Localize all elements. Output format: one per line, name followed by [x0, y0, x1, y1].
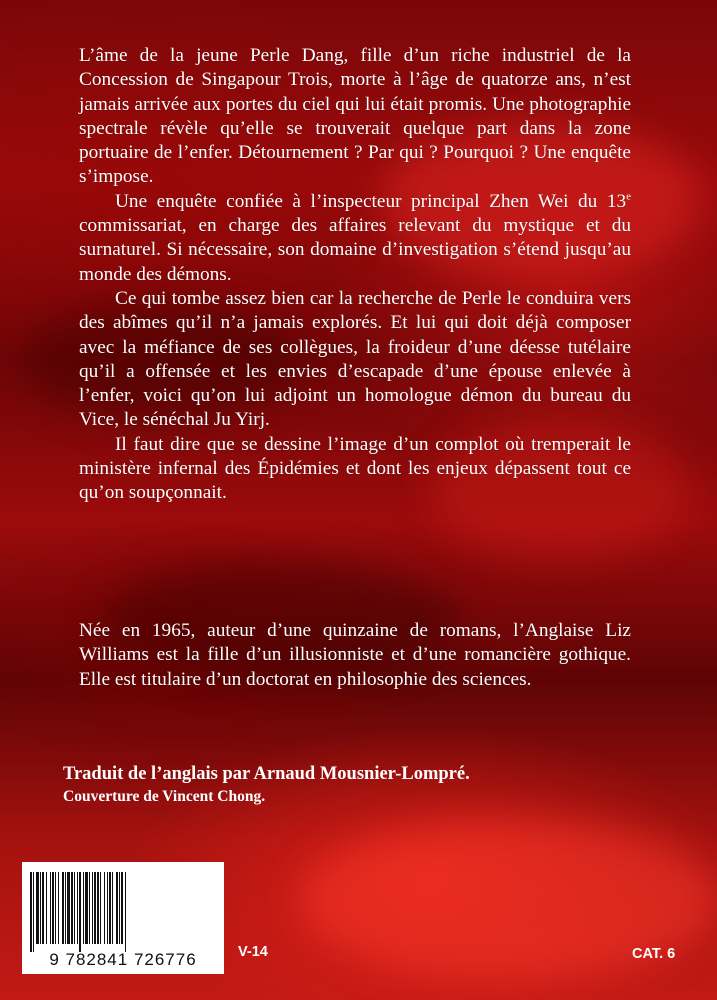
synopsis-paragraph-2: Une enquête confiée à l’inspecteur principal Zhen Wei du 13e commissariat, en charge des affaires relevant du mystique et du surnaturel. Si nécessaire, son domaine d’investigation s’étend jusqu’au monde des démons. — [79, 190, 631, 285]
synopsis — [79, 44, 631, 506]
author-bio-text: Née en 1965, auteur d’une quinzaine de romans, l’Anglaise Liz Williams est la fille d’un illusionniste et d’une romancière gothique. Elle est titulaire d’un doctorat en philosophie des sciences. — [79, 620, 631, 690]
credits — [63, 762, 470, 808]
translator-credit: Traduit de l’anglais par Arnaud Mousnier-Lompré. — [63, 764, 470, 784]
isbn-number: 9 782841 726776 — [49, 950, 197, 969]
barcode-bars — [30, 872, 216, 944]
category-label: CAT. 6 — [632, 946, 676, 962]
synopsis-paragraph-4: Il faut dire que se dessine l’image d’un complot où tremperait le ministère infernal des Épidémies et dont les enjeux dépassent tout ce qu’on soupçonnait. — [79, 433, 631, 504]
synopsis-paragraph-3: Ce qui tombe assez bien car la recherche de Perle le conduira vers des abîmes qu’il n’a jamais explorés. Et lui qui doit déjà composer avec la méfiance de ses collègues, la froideur d’une déesse tutélaire qu’il a offensée et les envies d’escapade d’une épouse enlevée à l’enfer, voici qu’on lui adjoint un homologue démon du bureau du Vice, le sénéchal Ju Yirj. — [79, 287, 631, 431]
barcode-bar — [126, 872, 127, 952]
author-bio — [79, 619, 631, 692]
cover-credit: Couverture de Vincent Chong. — [63, 788, 266, 805]
series-code: V-14 — [238, 944, 268, 960]
synopsis-paragraph-1: L’âme de la jeune Perle Dang, fille d’un riche industriel de la Concession de Singapour Trois, morte à l’âge de quatorze ans, n’est jamais arrivée aux portes du ciel qui lui était promis. Une photographie spectrale révèle qu’elle se trouverait quelque part dans la zone portuaire de l’enfer. Détournement ? Par qui ? Pourquoi ? Une enquête s’impose. — [79, 45, 631, 188]
barcode — [22, 862, 224, 974]
